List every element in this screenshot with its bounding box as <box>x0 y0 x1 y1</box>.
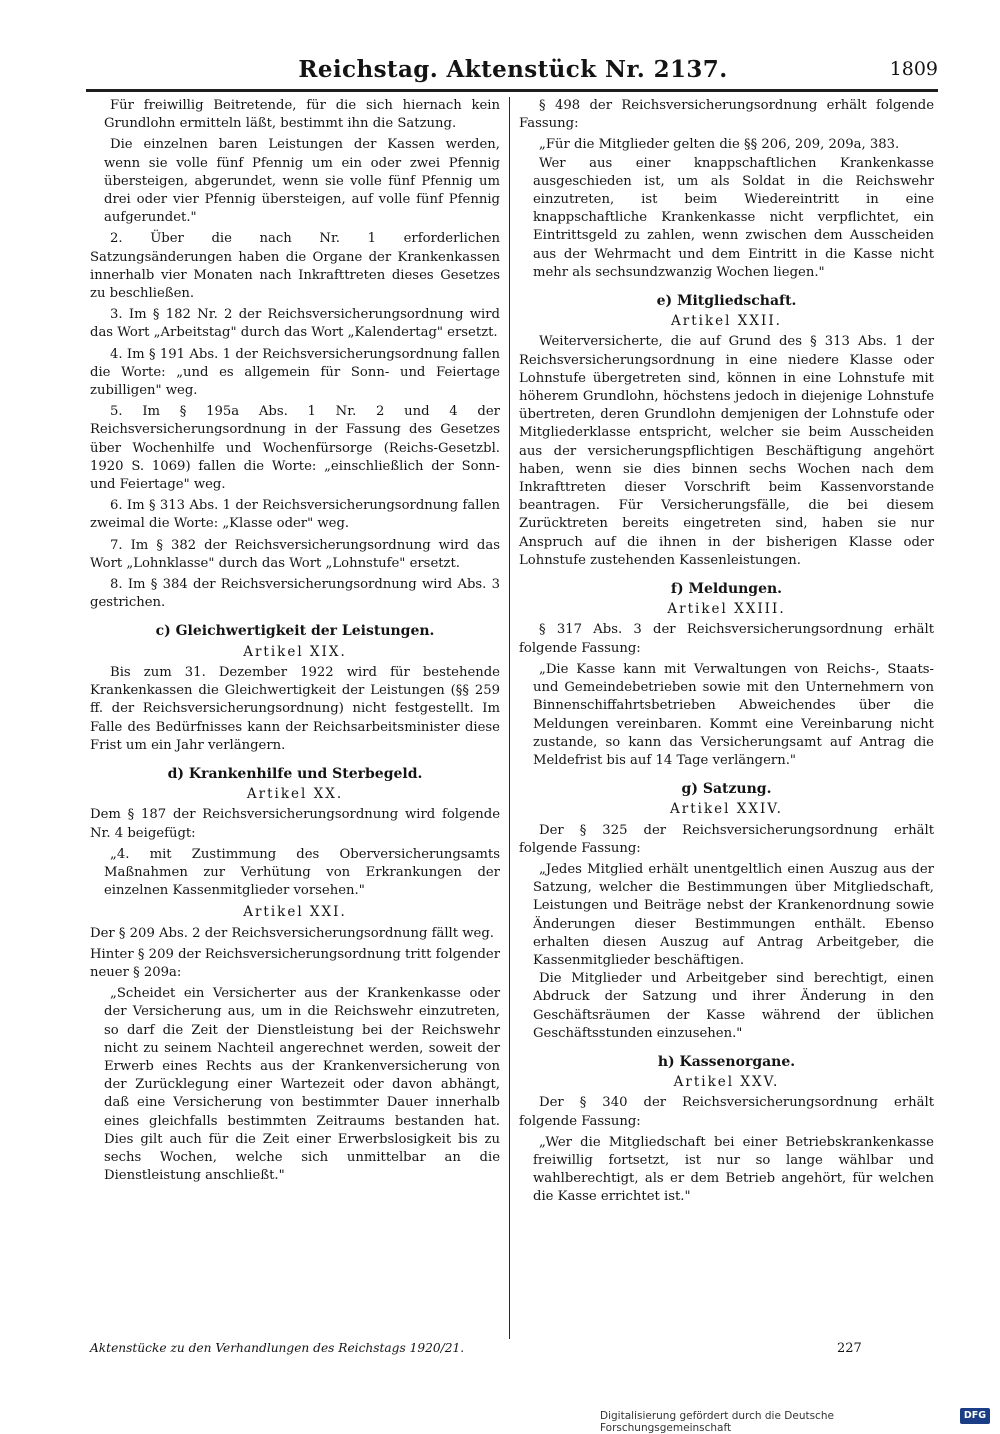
dfg-credit-text: Digitalisierung gefördert durch die Deutsche Forschungsgemeinschaft <box>600 1410 834 1434</box>
section-heading: e) Mitgliedschaft. <box>656 293 797 310</box>
paragraph: „Jedes Mitglied erhält unentgeltlich einen Auszug aus der Satzung, welcher die Bestimmungen über Mitgliedschaft, Leistungen und Beiträge nebst der Krankenordnung sowie Änderungen dieser Bestimmungen enthält. Ebenso erhalten diesen Auszug auf Antrag Arbeitgeber, die Kassenmitglieder beschäftigen. <box>533 861 934 968</box>
article-heading: Artikel XXIV. <box>670 801 783 818</box>
paragraph: Der § 325 der Reichsversicherungsordnung erhält folgende Fassung: <box>519 822 934 856</box>
digitization-credit <box>600 1408 990 1434</box>
right-column <box>519 97 934 1210</box>
sheet-number: 227 <box>837 1341 862 1356</box>
paragraph: „Scheidet ein Versicherter aus der Krankenkasse oder der Versicherung aus, um in die Reichswehr einzutreten, so darf die Zeit der Dienstleistung bei der Reichswehr nicht zu seinem Nachteil angerechnet werden, soweit der Erwerb eines Rechts aus der Krankenversicherung von der Zurücklegung einer Wartezeit oder davon abhängt, daß eine Versicherung von bestimmter Dauer innerhalb eines gleichfalls bestimmten Zeitraums bestanden hat. Dies gilt auch für die Zeit einer Erwerbslosigkeit bis zu sechs Wochen, welche sich unmittelbar an die Dienstleistung anschließt." <box>104 986 500 1184</box>
page-number: 1809 <box>889 58 938 80</box>
paragraph: Der § 340 der Reichsversicherungsordnung erhält folgende Fassung: <box>519 1095 934 1129</box>
section-heading: d) Krankenhilfe und Sterbegeld. <box>167 765 423 782</box>
paragraph: „Die Kasse kann mit Verwaltungen von Reichs-, Staats- und Gemeindebetrieben sowie mit den Unternehmern von Binnenschiffahrtsbetrieben Abweichendes über die Meldungen vereinbaren. Kommt eine Vereinbarung nicht zustande, so kann das Versicherungsamt auf Antrag die Meldefrist bis auf 14 Tage verlängern." <box>533 661 934 768</box>
paragraph: 3. Im § 182 Nr. 2 der Reichsversicherungsordnung wird das Wort „Arbeitstag" durch das Wort „Kalendertag" ersetzt. <box>90 307 500 341</box>
paragraph: Der § 209 Abs. 2 der Reichsversicherungsordnung fällt weg. <box>90 925 494 941</box>
paragraph: 7. Im § 382 der Reichsversicherungsordnung wird das Wort „Lohnklasse" durch das Wort „Lohnstufe" ersetzt. <box>90 537 500 571</box>
section-heading: h) Kassenorgane. <box>657 1053 796 1070</box>
paragraph: Hinter § 209 der Reichsversicherungsordnung tritt folgender neuer § 209a: <box>90 946 500 980</box>
paragraph: 6. Im § 313 Abs. 1 der Reichsversicherungsordnung fallen zweimal die Worte: „Klasse oder" weg. <box>90 498 500 532</box>
article-heading: Artikel XXI. <box>243 904 347 921</box>
paragraph: Weiterversicherte, die auf Grund des § 313 Abs. 1 der Reichsversicherungsordnung in eine niedere Klasse oder Lohnstufe übergetreten sind, können in eine Lohnstufe mit höherem Grundlohn, höchstens jedoch in diejenige Lohnstufe übertreten, deren Grundlohn demjenigen der Lohnstufe oder Mitgliederklasse entspricht, welcher sie beim Ausscheiden aus der versicherungspflichtigen Beschäftigung angehört haben, wenn sie dies binnen sechs Wochen nach dem Inkrafttreten dieser Vorschrift beim Kassenvorstande beantragen. Für Versicherungsfälle, die bei diesem Zurücktreten bereits eingetreten sind, haben sie nur Anspruch auf die ihnen in der bisherigen Klasse oder Lohnstufe zustehenden Kassenleistungen. <box>519 334 934 568</box>
paragraph: 8. Im § 384 der Reichsversicherungsordnung wird Abs. 3 gestrichen. <box>90 577 500 611</box>
section-heading: f) Meldungen. <box>670 581 783 598</box>
paragraph: Bis zum 31. Dezember 1922 wird für bestehende Krankenkassen die Gleichwertigkeit der Leistungen (§§ 259 ff. der Reichsversicherungsordnung) nicht festgestellt. Im Falle des Bedürfnisses kann der Reichsarbeitsminister diese Frist um ein Jahr verlängern. <box>90 664 500 753</box>
paragraph: Die Mitglieder und Arbeitgeber sind berechtigt, einen Abdruck der Satzung und ihrer Änderung in den Geschäftsräumen der Kasse während der üblichen Geschäftsstunden einzusehen." <box>533 971 934 1041</box>
paragraph: § 317 Abs. 3 der Reichsversicherungsordnung erhält folgende Fassung: <box>519 622 934 656</box>
left-column <box>90 97 500 1188</box>
paragraph: Für freiwillig Beitretende, für die sich hiernach kein Grundlohn ermitteln läßt, bestimmt ihn die Satzung. <box>104 98 500 132</box>
paragraph: „Für die Mitglieder gelten die §§ 206, 209, 209a, 383. <box>539 137 900 153</box>
paragraph: 5. Im § 195a Abs. 1 Nr. 2 und 4 der Reichsversicherungsordnung in der Fassung des Gesetzes über Wochenhilfe und Wochenfürsorge (Reichs-Gesetzbl. 1920 S. 1069) fallen die Worte: „einschließlich der Sonn- und Feiertage" weg. <box>90 404 500 493</box>
section-heading: g) Satzung. <box>681 781 772 798</box>
paragraph: Wer aus einer knappschaftlichen Krankenkasse ausgeschieden ist, um als Soldat in die Reichswehr einzutreten, ist beim Wiedereintritt in eine knappschaftliche Krankenkasse nicht verpflichtet, ein Eintrittsgeld zu zahlen, wenn zwischen dem Ausscheiden aus der Wehrmacht und dem Eintritt in die Kasse nicht mehr als sechsundzwanzig Wochen liegen." <box>533 155 934 280</box>
paragraph: „Wer die Mitgliedschaft bei einer Betriebskrankenkasse freiwillig fortsetzt, ist nur so lange wählbar und wahlberechtigt, als er dem Betrieb angehört, für welchen die Kasse errichtet ist." <box>533 1134 934 1205</box>
paragraph: Die einzelnen baren Leistungen der Kassen werden, wenn sie volle fünf Pfennig um ein oder zwei Pfennig übersteigen, abgerundet, wenn sie volle fünf Pfennig um drei oder vier Pfennig übersteigen, auf volle fünf Pfennig aufgerundet." <box>104 137 500 226</box>
article-heading: Artikel XXV. <box>673 1074 780 1091</box>
paragraph: Dem § 187 der Reichsversicherungsordnung wird folgende Nr. 4 beigefügt: <box>90 807 500 841</box>
running-header <box>88 56 938 86</box>
article-heading: Artikel XXII. <box>671 313 782 330</box>
paragraph: „4. mit Zustimmung des Oberversicherungsamts Maßnahmen zur Verhütung von Erkrankungen der einzelnen Kassenmitglieder vorsehen." <box>104 846 500 899</box>
paragraph: 2. Über die nach Nr. 1 erforderlichen Satzungsänderungen haben die Organe der Krankenkassen innerhalb vier Monaten nach Inkrafttreten dieses Gesetzes zu beschließen. <box>90 231 500 302</box>
article-heading: Artikel XXIII. <box>667 601 786 618</box>
footer-note: Aktenstücke zu den Verhandlungen des Reichstags 1920/21. <box>90 1341 465 1355</box>
section-heading: c) Gleichwertigkeit der Leistungen. <box>155 623 435 640</box>
column-divider <box>509 97 510 1339</box>
paragraph: 4. Im § 191 Abs. 1 der Reichsversicherungsordnung fallen die Worte: „und es allgemein für Sonn- und Feiertage zubilligen" weg. <box>90 346 500 399</box>
article-heading: Artikel XX. <box>246 786 344 803</box>
article-heading: Artikel XIX. <box>243 643 347 660</box>
header-rule <box>86 89 938 92</box>
header-title: Reichstag. Aktenstück Nr. 2137. <box>298 56 728 83</box>
dfg-logo-icon: DFG <box>960 1408 990 1424</box>
paragraph: § 498 der Reichsversicherungsordnung erhält folgende Fassung: <box>519 98 934 132</box>
